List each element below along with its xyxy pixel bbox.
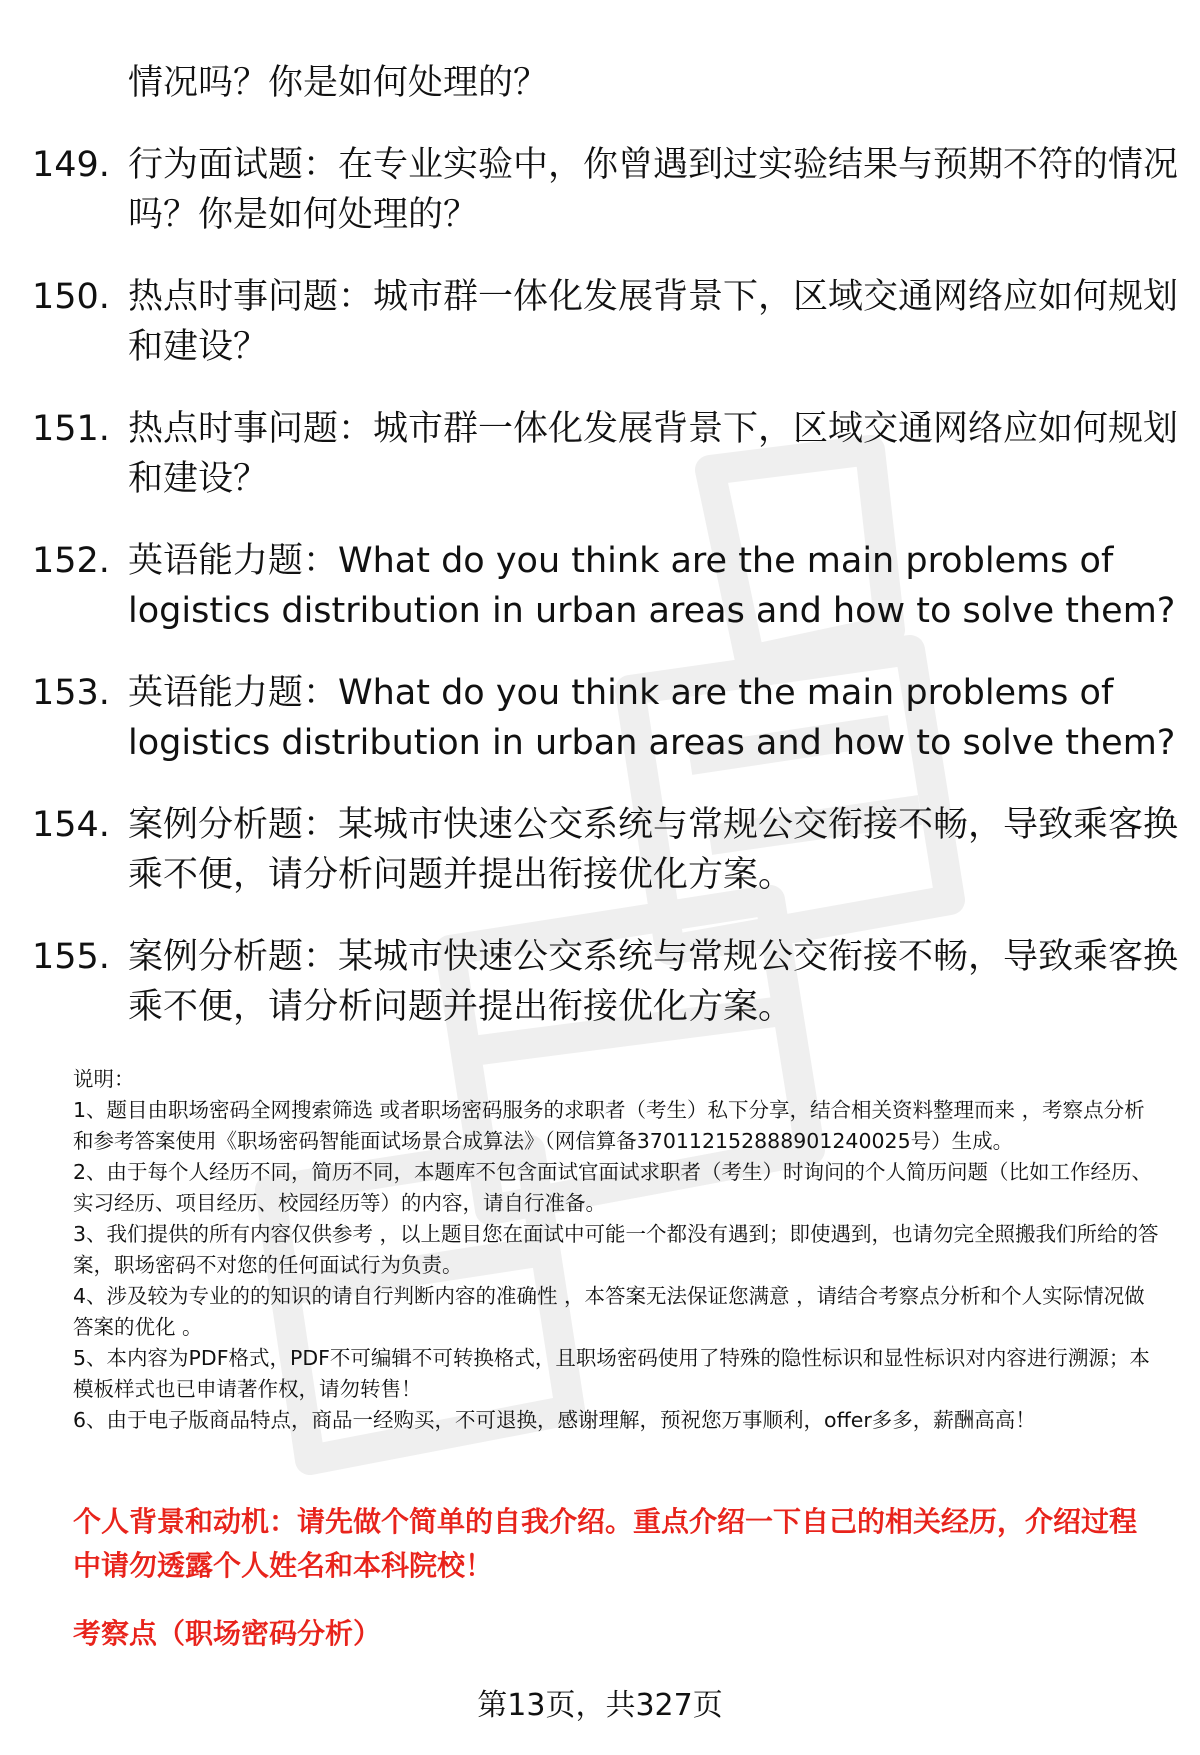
question-item: [32, 140, 1182, 240]
question-number: 151.: [32, 409, 110, 449]
question-item: [32, 932, 1182, 1032]
note-item: 6、由于电子版商品特点，商品一经购买，不可退换，感谢理解，预祝您万事顺利，offer多多，薪酬高高！: [73, 1408, 1036, 1432]
section-heading: 个人背景和动机：请先做个简单的自我介绍。重点介绍一下自己的相关经历，介绍过程中请勿透露个人姓名和本科院校！: [73, 1505, 1138, 1582]
sub-heading: 考察点（职场密码分析）: [73, 1617, 382, 1650]
question-number: 149.: [32, 145, 110, 185]
question-number: 155.: [32, 937, 110, 977]
question-list: [32, 140, 1182, 1064]
question-item: [32, 800, 1182, 900]
question-text: 热点时事问题：城市群一体化发展背景下，区域交通网络应如何规划和建设？: [128, 409, 1179, 499]
question-item: [32, 536, 1182, 636]
question-text: 案例分析题：某城市快速公交系统与常规公交衔接不畅，导致乘客换乘不便，请分析问题并提出衔接优化方案。: [128, 937, 1179, 1027]
question-148-continuation: 情况吗？你是如何处理的？: [128, 63, 549, 103]
question-text: 英语能力题：What do you think are the main problems of logistics distribution in urban areas and how to solve them?: [128, 541, 1176, 631]
question-number: 153.: [32, 673, 110, 713]
note-item: 5、本内容为PDF格式，PDF不可编辑不可转换格式，且职场密码使用了特殊的隐性标识和显性标识对内容进行溯源；本模板样式也已申请著作权，请勿转售！: [73, 1346, 1150, 1401]
question-item: [32, 668, 1182, 768]
note-item: 4、涉及较为专业的的知识的请自行判断内容的准确性 ，本答案无法保证您满意 ，请结合考察点分析和个人实际情况做答案的优化 。: [73, 1284, 1145, 1339]
question-number: 152.: [32, 541, 110, 581]
notes-section: [73, 1064, 1163, 1436]
notes-title: 说明：: [73, 1067, 135, 1091]
note-item: 1、题目由职场密码全网搜索筛选 或者职场密码服务的求职者（考生）私下分享，结合相关资料整理而来 ，考察点分析和参考答案使用《职场密码智能面试场景合成算法》（网信算备370112152888901240025号）生成。: [73, 1098, 1145, 1153]
note-item: 3、我们提供的所有内容仅供参考 ，以上题目您在面试中可能一个都没有遇到；即使遇到，也请勿完全照搬我们所给的答案，职场密码不对您的任何面试行为负责。: [73, 1222, 1159, 1277]
question-item: [32, 404, 1182, 504]
question-text: 行为面试题：在专业实验中，你曾遇到过实验结果与预期不符的情况吗？你是如何处理的？: [128, 145, 1179, 235]
question-item: [32, 272, 1182, 372]
question-text: 英语能力题：What do you think are the main problems of logistics distribution in urban areas and how to solve them?: [128, 673, 1176, 763]
question-number: 154.: [32, 805, 110, 845]
page-footer: 第13页，共327页: [477, 1688, 723, 1723]
note-item: 2、由于每个人经历不同，简历不同，本题库不包含面试官面试求职者（考生）时询问的个人简历问题（比如工作经历、实习经历、项目经历、校园经历等）的内容，请自行准备。: [73, 1160, 1153, 1215]
question-number: 150.: [32, 277, 110, 317]
question-text: 热点时事问题：城市群一体化发展背景下，区域交通网络应如何规划和建设？: [128, 277, 1179, 367]
question-text: 案例分析题：某城市快速公交系统与常规公交衔接不畅，导致乘客换乘不便，请分析问题并提出衔接优化方案。: [128, 805, 1179, 895]
